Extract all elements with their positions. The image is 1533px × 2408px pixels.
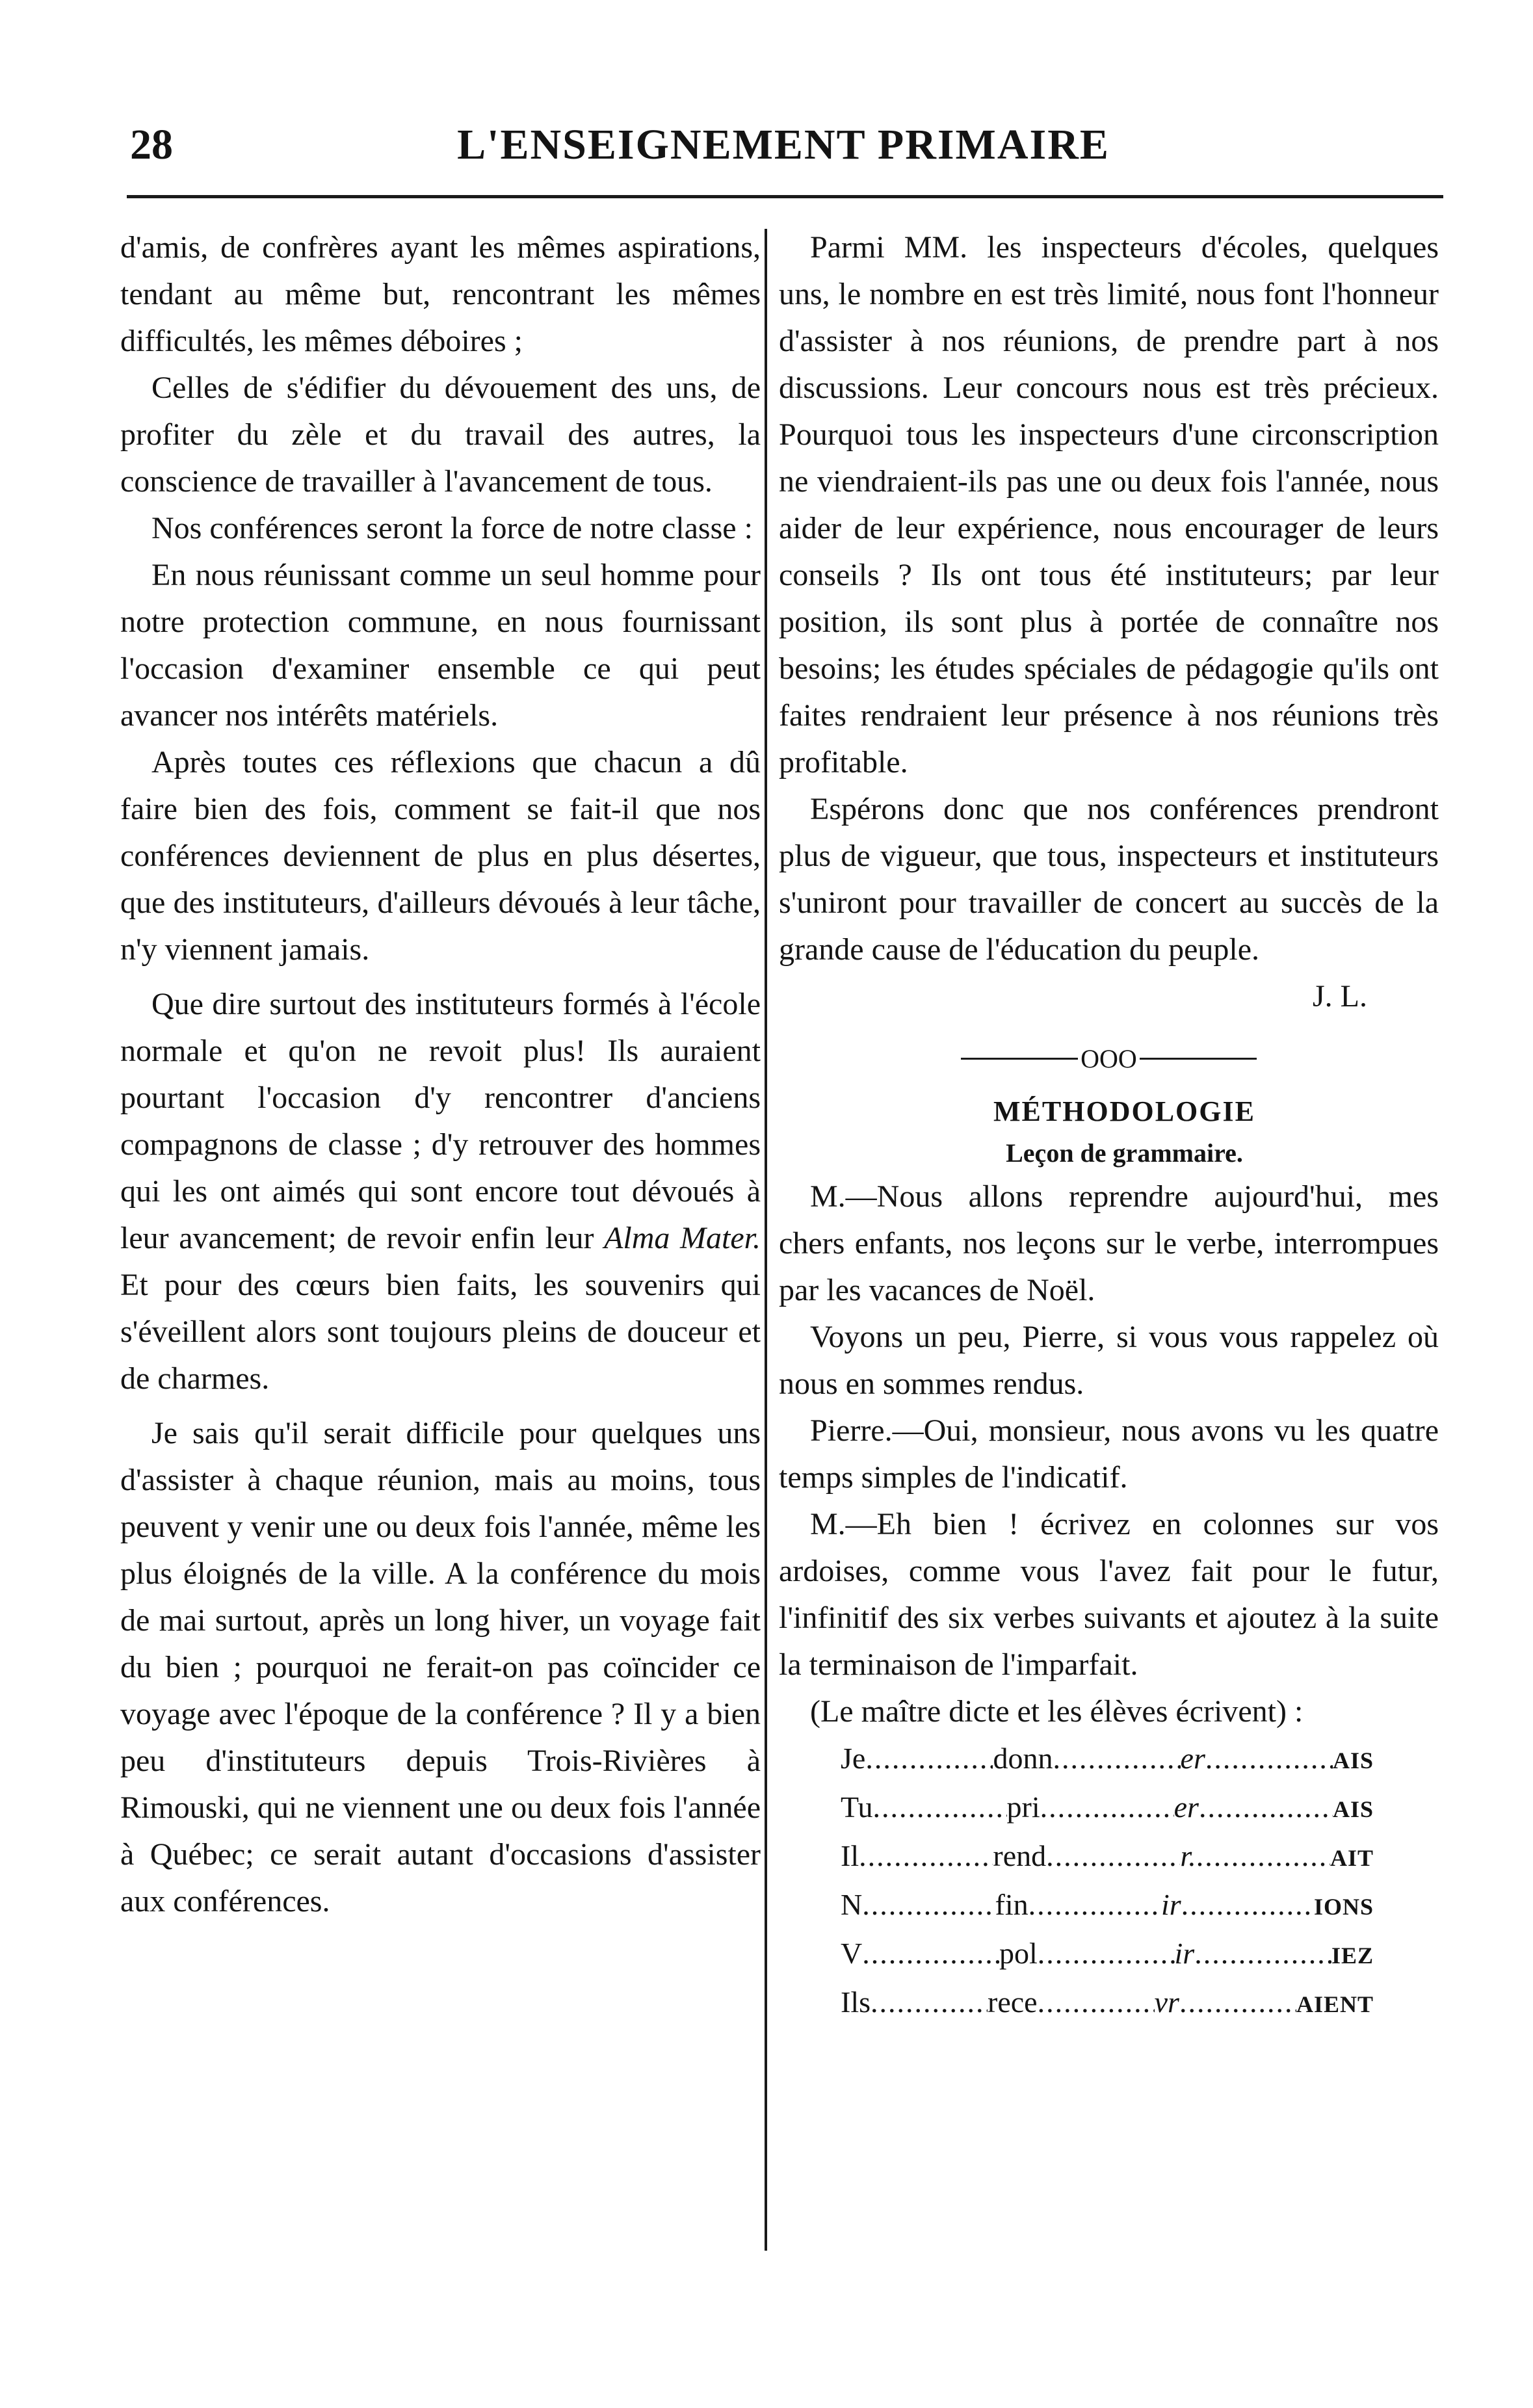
conjugation-table [841, 1735, 1374, 2028]
pronoun: V [841, 1936, 863, 1970]
paragraph-text: Que dire surtout des instituteurs formés à l'école normale et qu'on ne revoit plus! Ils auraient pourtant l'occasion d'y rencontrer d'anciens compagnons de classe ; d'y retrouver des hommes qui les ont aimés qui sont encore tout dévoués à leur avancement; de revoir enfin leur [120, 987, 761, 1255]
divider-ornament: OOO [1081, 1043, 1137, 1073]
divider-line [961, 1058, 1078, 1060]
paragraph: En nous réunissant comme un seul homme pour notre protection commune, en nous fournissant l'occasion d'examiner ensemble ce qui peut avancer nos intérêts matériels. [120, 558, 761, 733]
paragraph [120, 981, 761, 1402]
suffix: AIENT [1296, 1991, 1374, 2017]
paragraph: Espérons donc que nos conférences prendront plus de vigueur, que tous, inspecteurs et instituteurs s'uniront pour travailler de concert au succès de la grande cause de l'éducation du peuple. [779, 792, 1439, 967]
stem: pol [999, 1936, 1038, 1970]
header-rule [127, 195, 1443, 198]
conjugation-row [841, 1930, 1374, 1979]
stem: donn [993, 1741, 1053, 1775]
ending: vr [1154, 1985, 1179, 2019]
stem: rece [988, 1985, 1038, 2019]
page-header [130, 114, 1437, 185]
section-subtitle: Leçon de grammaire. [1006, 1138, 1243, 1168]
ending: er [1180, 1741, 1205, 1775]
page-number: 28 [130, 121, 173, 168]
dialogue-line: Pierre.—Oui, monsieur, nous avons vu les quatre temps simples de l'indicatif. [779, 1413, 1439, 1495]
suffix: IONS [1313, 1893, 1374, 1920]
paragraph: d'amis, de confrères ayant les mêmes aspirations, tendant au même but, rencontrant les mêmes difficultés, les mêmes déboires ; [120, 230, 761, 358]
pronoun: Tu [841, 1790, 873, 1824]
conjugation-row [841, 1735, 1374, 1784]
signature: J. L. [1313, 979, 1367, 1014]
dialogue-line: M.—Nous allons reprendre aujourd'hui, mes chers enfants, nos leçons sur le verbe, interrompues par les vacances de Noël. [779, 1179, 1439, 1307]
dialogue-line: M.—Eh bien ! écrivez en colonnes sur vos ardoises, comme vous l'avez fait pour le futur, l'infinitif des six verbes suivants et ajoutez à la suite la terminaison de l'imparfait. [779, 1506, 1439, 1682]
conjugation-row [841, 1881, 1374, 1930]
ending: ir [1160, 1887, 1181, 1921]
pronoun: Ils [841, 1985, 871, 2019]
paragraph: Nos conférences seront la force de notre classe : [151, 511, 753, 545]
conjugation-row [841, 1784, 1374, 1833]
conjugation-row [841, 1979, 1374, 2028]
divider-line [1140, 1058, 1257, 1060]
paragraph-text: Et pour des cœurs bien faits, les souvenirs qui s'éveillent alors sont toujours pleins de douceur et de charmes. [120, 1268, 761, 1396]
pronoun: N [841, 1887, 863, 1921]
ending: ir [1174, 1936, 1195, 1970]
dialogue-line: (Le maître dicte et les élèves écrivent) : [810, 1694, 1304, 1729]
section-divider [779, 1037, 1439, 1079]
suffix: IEZ [1331, 1942, 1374, 1969]
pronoun: Je [841, 1741, 866, 1775]
ending: r. [1180, 1839, 1196, 1872]
suffix: AIS [1332, 1796, 1374, 1822]
left-column [120, 224, 761, 1925]
stem: pri [1006, 1790, 1040, 1824]
ending: er [1173, 1790, 1199, 1824]
paragraph: Celles de s'édifier du dévouement des uns, de profiter du zèle et du travail des autres, la conscience de travailler à l'avancement de tous. [120, 371, 761, 499]
suffix: AIS [1332, 1747, 1374, 1773]
suffix: AIT [1330, 1844, 1374, 1871]
column-divider [765, 229, 767, 2251]
right-column [779, 224, 1439, 2028]
conjugation-row [841, 1833, 1374, 1881]
section-title: MÉTHODOLOGIE [993, 1095, 1255, 1127]
paragraph: Je sais qu'il serait difficile pour quelques uns d'assister à chaque réunion, mais au moins, tous peuvent y venir une ou deux fois l'année, même les plus éloignés de la ville. A la conférence du mois de mai surtout, après un long hiver, un voyage fait du bien ; pourquoi ne ferait-on pas coïncider ce voyage avec l'époque de la conférence ? Il y a bien peu d'instituteurs depuis Trois-Rivières à Rimouski, qui ne viennent une ou deux fois l'année à Québec; ce serait autant d'occasions d'assister aux conférences. [120, 1416, 761, 1918]
stem: fin [995, 1887, 1029, 1921]
stem: rend [993, 1839, 1047, 1872]
pronoun: Il [841, 1839, 859, 1872]
dialogue-line: Voyons un peu, Pierre, si vous vous rappelez où nous en sommes rendus. [779, 1319, 1439, 1401]
running-title: L'ENSEIGNEMENT PRIMAIRE [457, 121, 1110, 168]
paragraph: Après toutes ces réflexions que chacun a dû faire bien des fois, comment se fait-il que nos conférences deviennent de plus en plus désertes, que des instituteurs, d'ailleurs dévoués à leur tâche, n'y viennent jamais. [120, 745, 761, 967]
paragraph-emphasis: Alma Mater. [604, 1221, 761, 1255]
paragraph: Parmi MM. les inspecteurs d'écoles, quelques uns, le nombre en est très limité, nous font l'honneur d'assister à nos réunions, de prendre part à nos discussions. Leur concours nous est très précieux. Pourquoi tous les inspecteurs d'une circonscription ne viendraient-ils pas une ou deux fois l'année, nous aider de leur expérience, nous encourager de leurs conseils ? Ils ont tous été instituteurs; par leur position, ils sont plus à portée de connaître nos besoins; les études spéciales de pédagogie qu'ils ont faites rendraient leur présence à nos réunions très profitable. [779, 230, 1439, 779]
